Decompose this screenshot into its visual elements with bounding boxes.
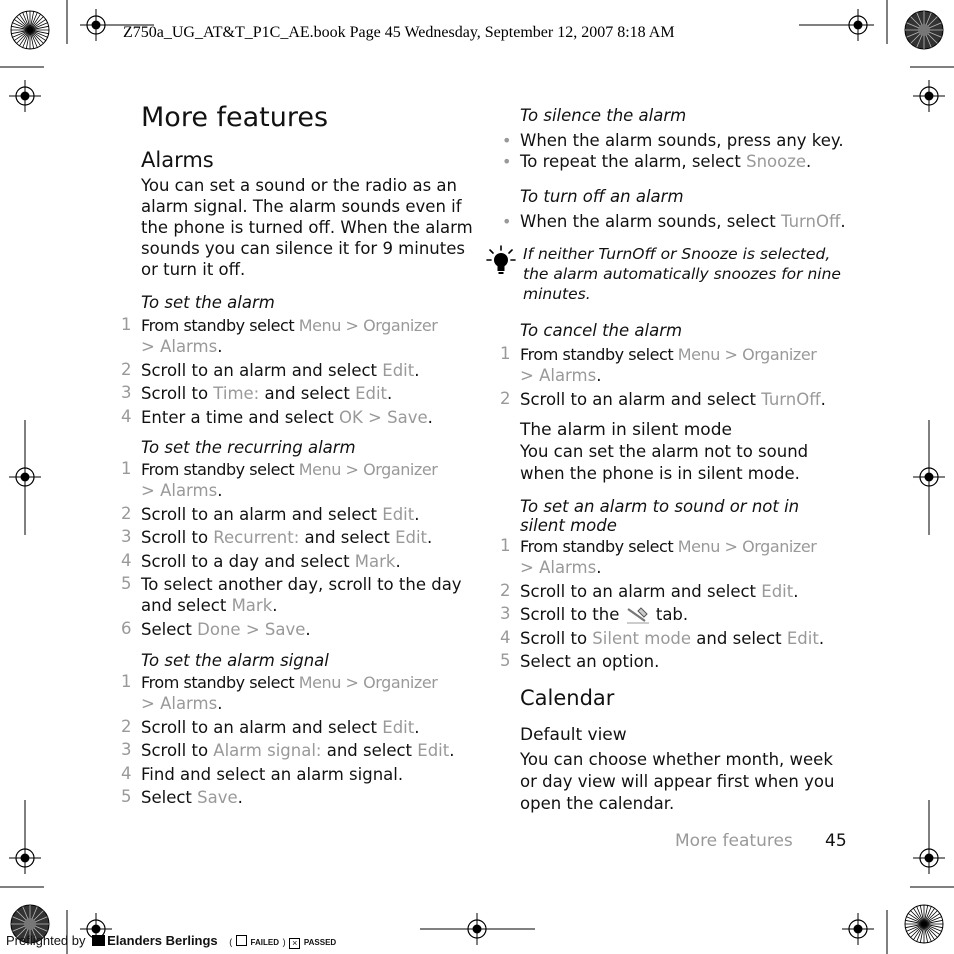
elanders-logo-icon bbox=[92, 935, 105, 946]
text-run: Mark bbox=[354, 551, 396, 571]
text-run: Scroll to an alarm and select bbox=[141, 717, 383, 737]
subheading-turn-off-alarm: To turn off an alarm bbox=[520, 187, 684, 206]
sound-heading-line: silent mode bbox=[520, 516, 617, 535]
text-run: . bbox=[596, 558, 602, 577]
subheading-cancel-alarm: To cancel the alarm bbox=[520, 321, 683, 340]
text-run: To select another day, scroll to the day bbox=[141, 575, 462, 594]
step-line bbox=[141, 315, 437, 336]
preflight-brand: Elanders Berlings bbox=[107, 933, 218, 948]
text-run: and select bbox=[299, 528, 396, 547]
text-run: > bbox=[240, 619, 265, 639]
step-number: 4 bbox=[121, 406, 132, 426]
step-line bbox=[520, 604, 688, 625]
text-run: From standby select bbox=[520, 345, 678, 364]
text-run: Alarms bbox=[539, 366, 597, 385]
text-run: > bbox=[340, 460, 364, 479]
text-run: . bbox=[217, 694, 223, 713]
text-run: Alarms bbox=[160, 481, 218, 500]
tip-line: If neither TurnOff or Snooze is selected, bbox=[523, 245, 831, 263]
text-run: . bbox=[414, 504, 420, 524]
preflight-passed: PASSED bbox=[303, 938, 337, 947]
step-line bbox=[141, 693, 222, 714]
text-run: Menu bbox=[298, 316, 341, 335]
text-run: Select bbox=[141, 788, 198, 807]
text-run: Save bbox=[264, 619, 306, 639]
step-line bbox=[141, 407, 433, 428]
settings-tab-icon bbox=[625, 605, 651, 625]
subheading-set-alarm: To set the alarm bbox=[141, 293, 275, 312]
text-run: and select bbox=[141, 596, 232, 615]
bullet-text bbox=[520, 151, 811, 172]
step-line bbox=[520, 651, 659, 672]
step-line bbox=[520, 344, 816, 365]
text-run: . bbox=[820, 389, 826, 409]
text-run: > bbox=[141, 481, 161, 500]
text-run: Edit bbox=[761, 581, 794, 601]
text-run: Alarms bbox=[160, 337, 218, 356]
step-line bbox=[141, 504, 419, 525]
heading-default-view: Default view bbox=[520, 725, 627, 745]
text-run: Edit bbox=[382, 717, 415, 737]
step-line bbox=[141, 336, 222, 357]
text-run: > bbox=[340, 673, 364, 692]
footer-section-name: More features bbox=[675, 831, 793, 851]
step-number: 2 bbox=[121, 716, 132, 736]
step-line bbox=[141, 672, 437, 693]
text-run: and select bbox=[259, 384, 356, 403]
text-run: When the alarm sounds, select bbox=[520, 212, 782, 231]
text-run: Alarms bbox=[539, 558, 597, 577]
book-file-header: Z750a_UG_AT&T_P1C_AE.book Page 45 Wednesday, September 12, 2007 8:18 AM bbox=[123, 24, 675, 41]
text-run: Scroll to an alarm and select bbox=[141, 504, 383, 524]
step-line bbox=[520, 557, 601, 578]
intro-line: You can set a sound or the radio as an bbox=[141, 176, 457, 195]
text-run: Organizer bbox=[742, 537, 817, 556]
lightbulb-icon bbox=[486, 244, 518, 278]
step-number: 1 bbox=[500, 344, 511, 363]
step-line bbox=[141, 787, 243, 808]
text-run: and select bbox=[321, 741, 418, 760]
step-number: 1 bbox=[500, 536, 511, 555]
text-run: Done bbox=[197, 619, 241, 639]
step-number: 3 bbox=[121, 527, 132, 546]
step-number: 6 bbox=[121, 618, 132, 638]
text-run: > bbox=[719, 345, 743, 364]
text-run: > bbox=[141, 694, 161, 713]
step-line bbox=[520, 365, 601, 386]
preflight-stamp bbox=[6, 933, 336, 949]
step-number: 1 bbox=[121, 672, 132, 691]
text-run: Edit bbox=[395, 528, 428, 547]
step-number: 5 bbox=[500, 651, 511, 670]
intro-line: sounds you can silence it for 9 minutes bbox=[141, 239, 465, 258]
text-run: Mark bbox=[231, 596, 273, 615]
step-line bbox=[141, 717, 419, 738]
heading-silent-mode: The alarm in silent mode bbox=[520, 420, 732, 440]
intro-line: alarm signal. The alarm sounds even if bbox=[141, 197, 462, 216]
text-run: Scroll to the bbox=[520, 605, 625, 624]
step-line bbox=[141, 619, 311, 640]
calendar-line: You can choose whether month, week bbox=[520, 750, 833, 769]
step-number: 2 bbox=[121, 359, 132, 379]
step-line bbox=[141, 595, 278, 616]
alarms-intro bbox=[141, 175, 473, 280]
text-run: TurnOff bbox=[761, 389, 821, 409]
text-run: > bbox=[520, 558, 540, 577]
text-run: > bbox=[340, 316, 364, 335]
text-run: Recurrent: bbox=[213, 528, 300, 547]
step-line bbox=[141, 551, 401, 572]
text-run: Edit bbox=[786, 628, 819, 648]
text-run: TurnOff bbox=[781, 212, 841, 231]
subheading-silence-alarm: To silence the alarm bbox=[520, 106, 687, 125]
text-run: . bbox=[272, 596, 278, 615]
subheading-recurring-alarm: To set the recurring alarm bbox=[141, 438, 356, 457]
text-run: . bbox=[793, 581, 799, 601]
bullet-dot-icon: • bbox=[502, 131, 512, 150]
text-run: . bbox=[806, 152, 812, 171]
text-run: Organizer bbox=[363, 460, 438, 479]
step-number: 3 bbox=[500, 604, 511, 623]
text-run: Select an option. bbox=[520, 652, 660, 671]
text-run: From standby select bbox=[141, 460, 299, 479]
silent-mode-line: You can set the alarm not to sound bbox=[520, 442, 809, 461]
bullet-dot-icon: • bbox=[502, 152, 512, 171]
text-run: Organizer bbox=[363, 673, 438, 692]
step-number: 1 bbox=[121, 459, 132, 478]
text-run: Silent mode bbox=[592, 628, 692, 648]
text-run: Enter a time and select bbox=[141, 407, 339, 427]
text-run: tab. bbox=[650, 605, 689, 624]
text-run: Scroll to bbox=[141, 741, 214, 760]
text-run: . bbox=[449, 741, 455, 760]
text-run: OK bbox=[338, 407, 363, 427]
tip-line: the alarm automatically snoozes for nine bbox=[523, 265, 841, 283]
step-number: 4 bbox=[121, 763, 132, 783]
text-run: . bbox=[217, 337, 223, 356]
text-run: Find and select an alarm signal. bbox=[141, 764, 404, 784]
text-run: . bbox=[818, 628, 825, 648]
calendar-line: open the calendar. bbox=[520, 794, 675, 813]
text-run: When the alarm sounds, press any key. bbox=[520, 131, 844, 150]
calendar-text bbox=[520, 749, 834, 815]
text-run: Scroll to bbox=[141, 528, 214, 547]
text-run: Save bbox=[197, 788, 238, 807]
step-line bbox=[141, 459, 437, 480]
text-run: Alarms bbox=[160, 694, 218, 713]
text-run: Save bbox=[387, 407, 428, 427]
text-run: From standby select bbox=[141, 673, 299, 692]
step-line bbox=[141, 383, 392, 404]
text-run: and select bbox=[691, 628, 787, 648]
text-run: . bbox=[305, 619, 311, 639]
text-run: Edit bbox=[417, 741, 450, 760]
step-line bbox=[520, 628, 824, 649]
text-run: Organizer bbox=[742, 345, 817, 364]
calendar-line: or day view will appear first when you bbox=[520, 772, 835, 791]
bullet-dot-icon: • bbox=[502, 212, 512, 231]
step-line bbox=[141, 527, 432, 548]
text-run: > bbox=[719, 537, 743, 556]
subheading-alarm-signal: To set the alarm signal bbox=[141, 651, 329, 670]
text-run: . bbox=[237, 788, 243, 807]
text-run: Scroll to an alarm and select bbox=[141, 360, 383, 380]
text-run: Scroll to bbox=[141, 384, 214, 403]
text-run: Snooze bbox=[746, 152, 807, 171]
text-run: Alarm signal: bbox=[213, 741, 322, 760]
step-number: 2 bbox=[500, 580, 511, 600]
text-run: Select bbox=[141, 619, 198, 639]
text-run: . bbox=[414, 360, 420, 380]
text-run: Edit bbox=[355, 384, 388, 403]
step-line bbox=[520, 536, 816, 557]
text-run: > bbox=[141, 337, 161, 356]
text-run: Edit bbox=[382, 504, 415, 524]
tip-note bbox=[523, 244, 841, 304]
step-line bbox=[141, 764, 403, 785]
step-number: 2 bbox=[500, 388, 511, 408]
text-run: Menu bbox=[298, 460, 341, 479]
text-run: Menu bbox=[298, 673, 341, 692]
step-number: 5 bbox=[121, 574, 132, 593]
text-run: Time: bbox=[213, 384, 260, 403]
text-run: . bbox=[427, 528, 433, 547]
preflight-open-paren: ( bbox=[229, 937, 233, 947]
subheading-sound-silent-mode bbox=[520, 497, 799, 535]
step-line bbox=[141, 480, 222, 501]
text-run: . bbox=[217, 481, 223, 500]
text-run: Menu bbox=[677, 537, 720, 556]
section-heading-alarms: Alarms bbox=[141, 148, 214, 172]
tip-line: minutes. bbox=[523, 285, 591, 303]
preflight-close-paren: ) bbox=[282, 937, 286, 947]
preflight-failed: FAILED bbox=[250, 938, 279, 947]
failed-checkbox-icon bbox=[236, 935, 247, 946]
step-number: 4 bbox=[121, 550, 132, 570]
step-number: 3 bbox=[121, 383, 132, 402]
text-run: Organizer bbox=[363, 316, 438, 335]
text-run: > bbox=[362, 407, 388, 427]
step-number: 3 bbox=[121, 740, 132, 759]
text-run: > bbox=[520, 366, 540, 385]
text-run: Scroll to a day and select bbox=[141, 551, 355, 571]
section-heading-calendar: Calendar bbox=[520, 686, 615, 710]
text-run: Scroll to an alarm and select bbox=[520, 581, 762, 601]
text-run: . bbox=[414, 717, 420, 737]
step-number: 5 bbox=[121, 787, 132, 806]
bullet-text bbox=[520, 130, 844, 151]
page-title: More features bbox=[141, 102, 329, 133]
text-run: From standby select bbox=[141, 316, 299, 335]
step-line bbox=[141, 574, 462, 595]
intro-line: or turn it off. bbox=[141, 260, 246, 279]
text-run: . bbox=[387, 384, 393, 403]
step-line bbox=[141, 740, 454, 761]
passed-checkbox-icon: × bbox=[289, 938, 300, 949]
text-run: Menu bbox=[677, 345, 720, 364]
text-run: Scroll to an alarm and select bbox=[520, 389, 762, 409]
step-number: 4 bbox=[500, 627, 511, 647]
text-run: . bbox=[427, 407, 433, 427]
step-line bbox=[520, 581, 798, 602]
step-line bbox=[520, 389, 826, 410]
text-run: To repeat the alarm, select bbox=[520, 152, 747, 171]
intro-line: the phone is turned off. When the alarm bbox=[141, 218, 473, 237]
page-number: 45 bbox=[825, 831, 847, 851]
step-number: 1 bbox=[121, 315, 132, 334]
text-run: . bbox=[395, 551, 401, 571]
step-number: 2 bbox=[121, 503, 132, 523]
silent-mode-text bbox=[520, 441, 808, 485]
preflight-prefix: Preflighted by bbox=[6, 933, 86, 948]
text-run: From standby select bbox=[520, 537, 678, 556]
bullet-text bbox=[520, 211, 846, 232]
sound-heading-line: To set an alarm to sound or not in bbox=[520, 497, 800, 516]
silent-mode-line: when the phone is in silent mode. bbox=[520, 464, 800, 483]
step-line bbox=[141, 360, 419, 381]
text-run: . bbox=[596, 366, 602, 385]
text-run: . bbox=[840, 212, 846, 231]
text-run: Scroll to bbox=[520, 628, 593, 648]
text-run: Edit bbox=[382, 360, 415, 380]
